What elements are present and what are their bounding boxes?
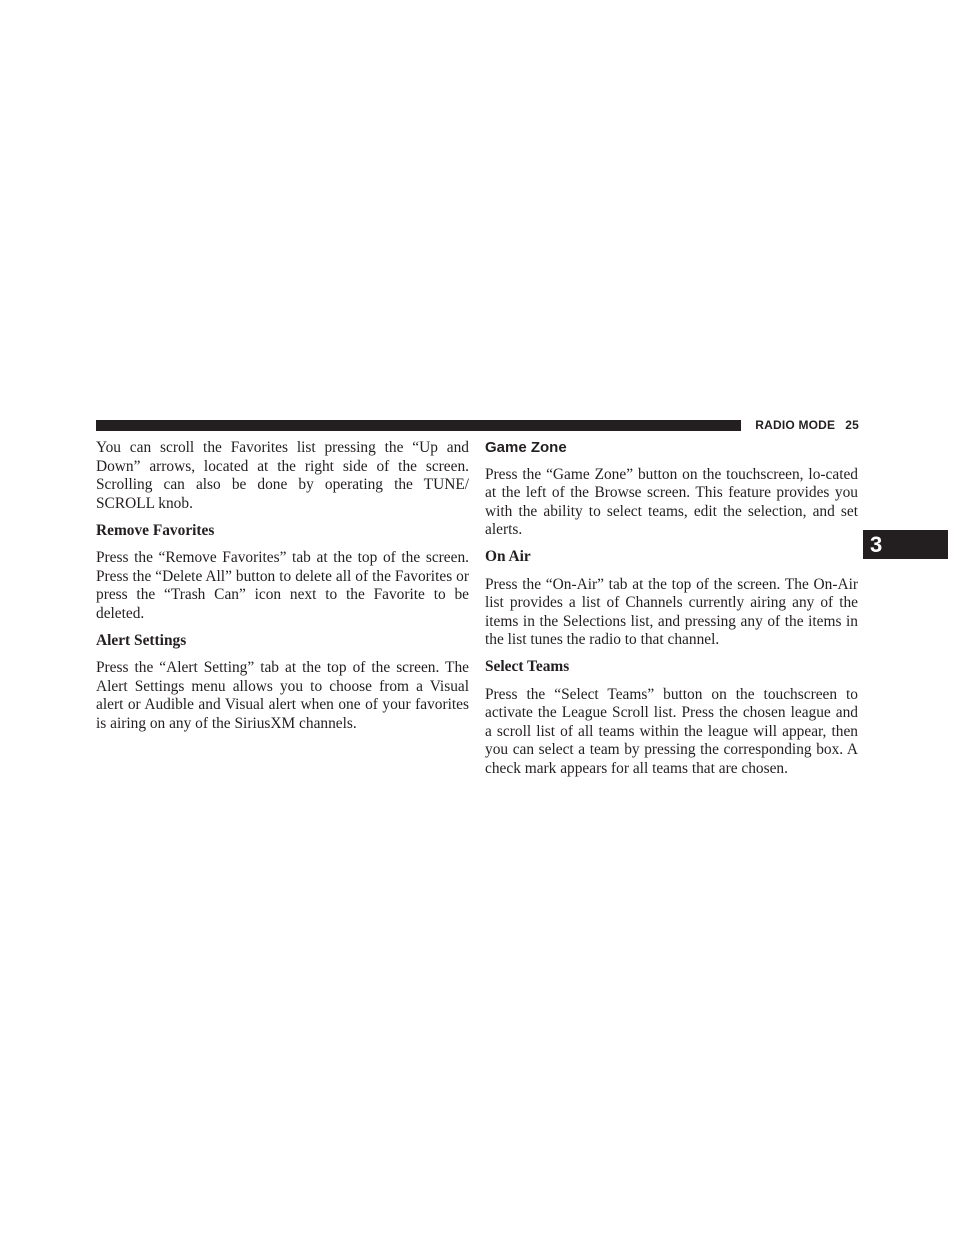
page-number: 25 — [845, 418, 859, 432]
running-head — [741, 417, 859, 433]
running-head-section: RADIO MODE — [755, 418, 836, 432]
on-air-paragraph: Press the “On-Air” tab at the top of the screen. The On-Air list provides a list of Channels currently airing any of the items in the Selections list, and pressing any of the items in the list tunes the radio to that channel. — [485, 575, 858, 649]
alert-settings-heading: Alert Settings — [96, 631, 187, 649]
on-air-heading: On Air — [485, 548, 531, 566]
left-column — [96, 439, 469, 742]
header-rule — [96, 420, 741, 431]
right-column — [485, 439, 858, 787]
favorites-scroll-paragraph: You can scroll the Favorites list pressing the “Up and Down” arrows, located at the right side of the screen. Scrolling can also be done by operating the TUNE/ SCROLL knob. — [96, 439, 469, 512]
game-zone-paragraph: Press the “Game Zone” button on the touchscreen, lo-cated at the left of the Browse screen. This feature provides you with the ability to select teams, edit the selection, and set alerts. — [485, 465, 858, 539]
chapter-tab: 3 — [863, 530, 948, 559]
game-zone-heading: Game Zone — [485, 439, 567, 456]
remove-favorites-heading: Remove Favorites — [96, 521, 215, 539]
alert-settings-paragraph: Press the “Alert Setting” tab at the top of the screen. The Alert Settings menu allows you to choose from a Visual alert or Audible and Visual alert when one of your favorites is airing on any of the SiriusXM channels. — [96, 658, 469, 732]
remove-favorites-paragraph: Press the “Remove Favorites” tab at the top of the screen. Press the “Delete All” button to delete all of the Favorites or press the “Trash Can” icon next to the Favorite to be deleted. — [96, 548, 469, 622]
select-teams-heading: Select Teams — [485, 658, 570, 676]
select-teams-paragraph: Press the “Select Teams” button on the touchscreen to activate the League Scroll list. Press the chosen league and a scroll list of all teams within the league will appear, then you can select a team by pressing the corresponding box. A check mark appears for all teams that are chosen. — [485, 685, 858, 777]
